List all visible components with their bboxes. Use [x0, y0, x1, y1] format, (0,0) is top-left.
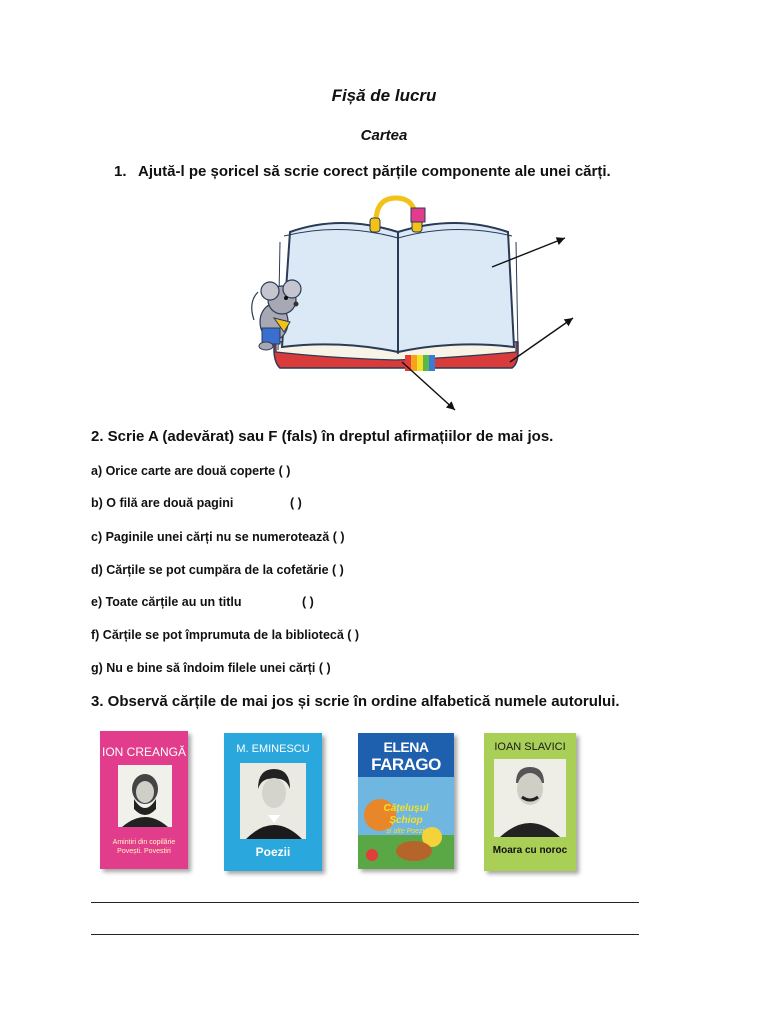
book-author: ION CREANGĂ: [101, 745, 186, 759]
open-book-illustration: [240, 192, 580, 417]
statement-g: g) Nu e bine să îndoim filele unei cărți ( ): [91, 661, 331, 675]
book-caption: Cățelușul: [383, 803, 429, 814]
book-cover-creanga: [100, 731, 188, 869]
book-caption-3: și alte Poezii: [386, 828, 426, 835]
book-caption-2: Șchiop: [389, 815, 423, 826]
worksheet-subtitle: Cartea: [360, 127, 408, 144]
statement-b-answer[interactable]: ( ): [290, 496, 302, 510]
statement-e: e) Toate cărțile au un titlu: [91, 595, 242, 609]
statement-d: d) Cărțile se pot cumpăra de la cofetărie ( ): [91, 563, 344, 577]
book-author: IOAN SLAVICI: [494, 741, 566, 753]
answer-line-2[interactable]: [91, 934, 639, 935]
exercise-2-prompt: 2. Scrie A (adevărat) sau F (fals) în dreptul afirmațiilor de mai jos.: [91, 428, 554, 445]
book-author: M. EMINESCU: [236, 743, 310, 755]
book-caption-2: Povești. Povestiri: [117, 848, 171, 855]
book-caption: Amintiri din copilărie: [112, 839, 176, 846]
exercise-1-text: Ajută-l pe șoricel să scrie corect părțile componente ale unei cărți.: [138, 163, 611, 180]
exercise-3-prompt: 3. Observă cărțile de mai jos și scrie în ordine alfabetică numele autorului.: [91, 693, 620, 710]
book-cover-farago: [358, 733, 454, 869]
statement-e-answer[interactable]: ( ): [302, 595, 314, 609]
exercise-1-number: 1.: [114, 163, 127, 180]
statement-c: c) Paginile unei cărți nu se numerotează ( ): [91, 530, 345, 544]
statement-b: b) O filă are două pagini: [91, 496, 234, 510]
exercise-1-prompt: [114, 163, 611, 180]
book-cover-eminescu: [224, 733, 322, 871]
statement-a: a) Orice carte are două coperte ( ): [91, 464, 291, 478]
book-author: ELENA: [383, 739, 429, 755]
headphones-decoration: [370, 198, 425, 232]
statement-f: f) Cărțile se pot împrumuta de la bibliotecă ( ): [91, 628, 360, 642]
arrow-to-cover: [510, 318, 573, 362]
author-portrait: [494, 759, 566, 837]
worksheet-title: Fișă de lucru: [331, 86, 437, 105]
book-caption: Moara cu noroc: [492, 845, 568, 856]
author-portrait: [240, 763, 306, 839]
book-caption: Poezii: [255, 845, 291, 859]
author-portrait: [118, 765, 172, 827]
book-right-page: [398, 223, 514, 352]
book-author-2: FARAGO: [371, 755, 441, 774]
answer-line-1[interactable]: [91, 902, 639, 903]
book-cover-slavici: [484, 733, 576, 871]
